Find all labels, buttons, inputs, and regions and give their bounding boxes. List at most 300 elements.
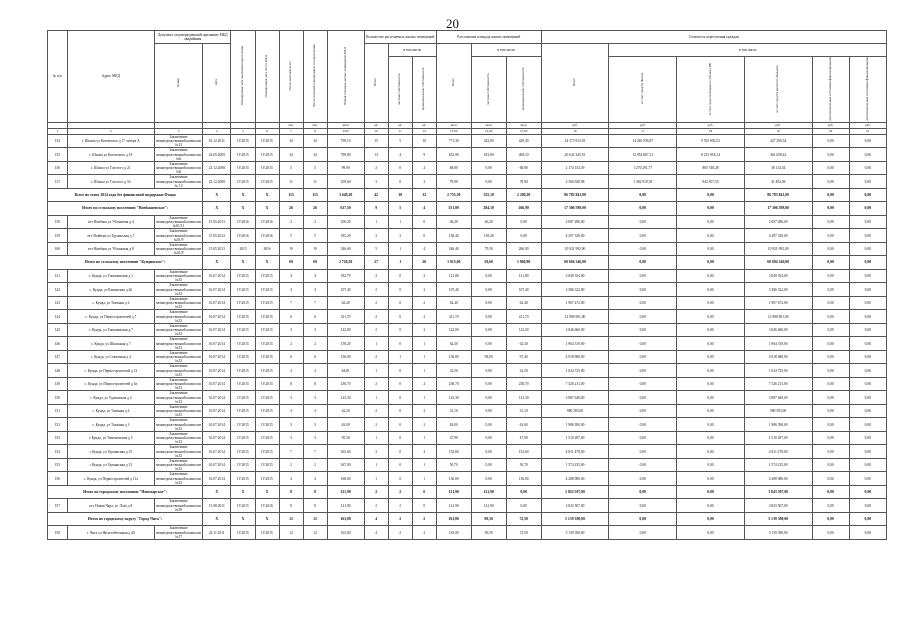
subtotal-cell: 86 783 841,00 <box>541 188 609 202</box>
value-cell: 19 <box>279 242 303 256</box>
row-number: 144 <box>48 310 68 324</box>
subtotal-cell: 551,00 <box>436 202 471 216</box>
value-cell: 123,30 <box>506 391 541 405</box>
value-cell: 3 887 649,00 <box>541 391 609 405</box>
value-cell: 163,00 <box>436 526 471 540</box>
row-number: 146 <box>48 337 68 351</box>
value-cell: 121,90 <box>436 499 471 513</box>
value-cell: 3 <box>412 445 436 459</box>
subtotal-cell: 284,10 <box>471 202 506 216</box>
unit-cell: чел. <box>303 122 327 128</box>
value-cell: 865 748,28 <box>677 161 745 175</box>
document-cell: Заключение межведомственной комиссии №01/9 <box>156 229 201 242</box>
plan-date: IV.2015 <box>231 283 255 297</box>
plan-date: IV.2015 <box>231 458 255 472</box>
value-cell: 3 887 649,00 <box>744 391 812 405</box>
value-cell: 3 <box>279 431 303 445</box>
value-cell: 0,00 <box>849 350 886 364</box>
table-row <box>48 350 887 364</box>
value-cell: 0 <box>388 472 412 486</box>
subtotal-cell: 3 843 507,00 <box>744 485 812 499</box>
demolish-date: IV.2015 <box>255 458 279 472</box>
value-cell: 12 980 901,00 <box>541 310 609 324</box>
value-cell: 99,90 <box>327 161 364 175</box>
value-cell: 346,40 <box>436 242 471 256</box>
address-cell: с. Кунда, ул Тимоненская д 7 <box>67 323 154 337</box>
value-cell: 2 <box>412 283 436 297</box>
row-number: 141 <box>48 269 68 283</box>
value-cell: 8 <box>303 377 327 391</box>
value-cell: 2 <box>412 269 436 283</box>
value-cell: 0,00 <box>677 391 745 405</box>
demolish-date: IV.2015 <box>255 404 279 418</box>
unit-cell: ед. <box>364 122 388 128</box>
value-cell: 2 <box>412 161 436 175</box>
subtotal-cell: X <box>255 256 279 270</box>
row-number: 147 <box>48 350 68 364</box>
value-cell: 2 <box>279 337 303 351</box>
header-residents-total: Число жителей всего <box>279 31 303 123</box>
subtotal-cell: 115 <box>279 188 303 202</box>
value-cell: 163,00 <box>327 526 364 540</box>
value-cell: 0 <box>388 377 412 391</box>
value-cell: 0,00 <box>849 377 886 391</box>
header-area-group: Расселяемая площадь жилых помещений <box>436 31 541 44</box>
plan-date: IV.2015 <box>231 445 255 459</box>
value-cell: 0,00 <box>849 310 886 324</box>
subtotal-cell: 4 <box>364 512 388 526</box>
subtotal-cell: 10 <box>388 188 412 202</box>
value-cell: 2 <box>388 526 412 540</box>
value-cell: 62,40 <box>327 296 364 310</box>
demolish-date: IV.2015 <box>255 161 279 175</box>
document-cell: Заключение межведомственной комиссии №33 <box>156 472 201 485</box>
header-rooms-total: Всего <box>364 44 388 123</box>
value-cell: 0,00 <box>609 391 677 405</box>
document-cell: Заключение межведомственной комиссии №01/11 <box>156 215 201 229</box>
row-number: 160 <box>48 242 68 256</box>
unit-cell: ед. <box>388 122 412 128</box>
header-cost-fund: за счет средств Фонда <box>609 57 677 123</box>
value-cell: 3 <box>412 175 436 189</box>
document-date: 15.05.2013 <box>203 229 231 243</box>
value-cell: 0 <box>388 404 412 418</box>
value-cell: 5 <box>303 161 327 175</box>
value-cell: 138,40 <box>471 229 506 243</box>
value-cell: 6 <box>279 350 303 364</box>
value-cell: 0,00 <box>677 499 745 513</box>
column-number-cell: 6 <box>255 128 279 134</box>
subtotal-cell: X <box>231 188 255 202</box>
document-cell: Заключение межведомственной комиссии №33 <box>156 283 201 296</box>
header-rooms-group: Количество расселяемых жилых помещений <box>364 31 436 44</box>
value-cell: 2 <box>364 296 388 310</box>
plan-date: IV.2015 <box>231 148 255 162</box>
value-cell: 0,00 <box>506 215 541 229</box>
value-cell: 0,00 <box>677 269 745 283</box>
value-cell: 942 507,53 <box>677 175 745 189</box>
value-cell: 1 382 919,39 <box>609 175 677 189</box>
plan-date: 2015 <box>231 242 255 256</box>
subtotal-cell: 0,00 <box>849 256 886 270</box>
value-cell: 2 <box>412 323 436 337</box>
address-cell: с. Кунда, ул Первостроителей д 13 <box>67 364 154 378</box>
subtotal-cell: X <box>255 485 279 499</box>
value-cell: 0,00 <box>812 404 849 418</box>
subtotal-cell: X <box>203 256 231 270</box>
value-cell: 0,00 <box>677 526 745 540</box>
value-cell: 3 <box>279 418 303 432</box>
subtotal-cell: 0,00 <box>849 188 886 202</box>
column-number-cell: 13,00 <box>436 128 471 134</box>
subtotal-cell: X <box>203 485 231 499</box>
value-cell: 0,00 <box>849 391 886 405</box>
value-cell: 0,00 <box>812 134 849 148</box>
demolish-date: IV.2015 <box>255 445 279 459</box>
value-cell: 0,00 <box>849 269 886 283</box>
row-number: 159 <box>48 229 68 243</box>
row-number: 155 <box>48 458 68 472</box>
value-cell: 62,20 <box>327 404 364 418</box>
table-row <box>48 148 887 162</box>
value-cell: 4 297 320,00 <box>744 229 812 243</box>
value-cell: 32,50 <box>436 364 471 378</box>
document-date: 16.07.2014 <box>203 458 231 472</box>
subtotal-cell: 0,00 <box>849 512 886 526</box>
document-date: 16.07.2014 <box>203 337 231 351</box>
subtotal-cell: 0,00 <box>812 202 849 216</box>
unit-cell: руб. <box>812 122 849 128</box>
address-cell: с Кунда, ул Удоканская д 13 <box>67 458 154 472</box>
unit-cell: кв.м <box>436 122 471 128</box>
value-cell: 1 574 235,00 <box>541 458 609 472</box>
value-cell: 12 980 901,00 <box>744 310 812 324</box>
value-cell: 0,00 <box>609 323 677 337</box>
value-cell: 4 <box>279 283 303 297</box>
value-cell: 156,00 <box>327 350 364 364</box>
subtotal-cell: 2 <box>388 512 412 526</box>
header-cost-extra-2: Дополнительные источники финансирования <box>849 57 886 123</box>
value-cell: 2 174 154,39 <box>541 161 609 175</box>
document-cell: Заключение межведомственной комиссии № 10 <box>156 175 201 188</box>
value-cell: 0,00 <box>677 296 745 310</box>
document-cell: Заключение межведомственной комиссии №13 <box>156 134 201 148</box>
value-cell: 411,70 <box>506 310 541 324</box>
row-number: 149 <box>48 377 68 391</box>
value-cell: 11 <box>303 175 327 189</box>
value-cell: 0,00 <box>471 337 506 351</box>
plan-date: IV.2015 <box>231 472 255 486</box>
header-area-total: Общая площадь жилых помещений МКД <box>327 31 364 123</box>
table-body <box>48 128 887 539</box>
value-cell: 361 658,42 <box>744 148 812 162</box>
value-cell: 1 967 472,00 <box>744 296 812 310</box>
value-cell: 0,00 <box>677 310 745 324</box>
subtotal-cell: 115 <box>303 188 327 202</box>
subtotal-cell: 0,00 <box>812 485 849 499</box>
value-cell: 2 <box>412 404 436 418</box>
subtotal-cell: 266,90 <box>506 202 541 216</box>
document-cell: Заключение межведомственной комиссии №33 <box>156 458 201 472</box>
value-cell: 0 <box>388 296 412 310</box>
value-cell: 0,00 <box>677 229 745 243</box>
value-cell: 168,00 <box>327 472 364 486</box>
row-number: 134 <box>48 134 68 148</box>
value-cell: 122,00 <box>506 323 541 337</box>
value-cell: 0,00 <box>812 148 849 162</box>
document-date: 15.05.2013 <box>203 242 231 256</box>
subtotal-cell: 12 <box>279 512 303 526</box>
column-number-cell: 1 <box>48 128 68 134</box>
value-cell: 0,00 <box>812 377 849 391</box>
unit-cell: кв.м <box>471 122 506 128</box>
demolish-date: IV.2015 <box>255 175 279 189</box>
subtotal-cell: 5 139 390,00 <box>541 512 609 526</box>
value-cell: 2 <box>364 418 388 432</box>
value-cell: 0,00 <box>609 431 677 445</box>
value-cell: 62,30 <box>436 337 471 351</box>
value-cell: 0,00 <box>849 526 886 540</box>
document-date: 24.11.2011 <box>203 526 231 540</box>
value-cell: 0,00 <box>471 418 506 432</box>
value-cell: 2 <box>364 161 388 175</box>
value-cell: 2 <box>364 310 388 324</box>
value-cell: 121,80 <box>506 269 541 283</box>
document-date: 24.05.2009 <box>203 148 231 162</box>
subtotal-cell: 0,00 <box>812 188 849 202</box>
demolish-date: IV.2015 <box>255 350 279 364</box>
value-cell: 0,00 <box>609 215 677 229</box>
address-cell: пгт Новбыш ул Грузинская д 7 <box>67 229 154 243</box>
unit-cell: руб. <box>541 122 609 128</box>
value-cell: 0 <box>388 310 412 324</box>
subtotal-cell: 0,00 <box>849 202 886 216</box>
value-cell: 1 <box>364 458 388 472</box>
document-cell: Заключение межведомственной комиссии №39 <box>156 499 201 512</box>
value-cell: 0 <box>388 445 412 459</box>
subtotal-cell: X <box>203 512 231 526</box>
demolish-date: IV.2015 <box>255 134 279 148</box>
value-cell: 1 <box>364 215 388 229</box>
subtotal-row <box>48 202 887 216</box>
table-row <box>48 364 887 378</box>
column-number-cell: 2 <box>67 128 154 134</box>
address-cell: пгт Новбыш ул Ублановая д 4 <box>67 215 154 229</box>
address-cell: с Кунда, ул Тимоненская д 5 <box>67 431 154 445</box>
value-cell: 411,70 <box>327 310 364 324</box>
value-cell: 0,00 <box>849 161 886 175</box>
subtotal-cell: 0,00 <box>677 512 745 526</box>
column-number-cell: 16 <box>541 128 609 134</box>
value-cell: 4 <box>303 283 327 297</box>
value-cell: 34 <box>279 148 303 162</box>
plan-date: IV.2015 <box>231 364 255 378</box>
plan-date: IV.2015 <box>231 269 255 283</box>
unit-cell: чел. <box>279 122 303 128</box>
address-cell: с. Кунда, ул Первостроителей д 5а <box>67 377 154 391</box>
value-cell: 0,00 <box>609 296 677 310</box>
demolish-date: IV.2015 <box>255 431 279 445</box>
value-cell: 4 288 080,00 <box>744 472 812 486</box>
header-area-municipal: муниципальная собственность <box>506 57 541 123</box>
value-cell: 12 <box>279 526 303 540</box>
value-cell: 4 <box>388 148 412 162</box>
value-cell: 0,00 <box>812 310 849 324</box>
subtotal-cell: 0,00 <box>849 485 886 499</box>
document-cell: Заключение межведомственной комиссии №8 <box>156 161 201 175</box>
value-cell: 50,70 <box>436 458 471 472</box>
address-cell: г. Шилка ул Котовского д 17 литера А <box>67 134 154 148</box>
value-cell: 0,00 <box>677 350 745 364</box>
address-cell: с. Кунда, ул Первостроителей д 7 <box>67 310 154 324</box>
value-cell: 2 <box>364 404 388 418</box>
value-cell: 980 583,00 <box>744 404 812 418</box>
unit-cell: руб. <box>677 122 745 128</box>
value-cell: 3 849 354,00 <box>541 269 609 283</box>
document-date: 01.12.2011 <box>203 134 231 148</box>
subtotal-cell: 3 843 507,00 <box>541 485 609 499</box>
subtotal-cell: 86 783 841,00 <box>744 188 812 202</box>
value-cell: 0,00 <box>471 161 506 175</box>
row-number: 156 <box>48 472 68 486</box>
value-cell: 5 <box>388 134 412 148</box>
subtotal-cell: 0,00 <box>609 485 677 499</box>
row-number: 150 <box>48 391 68 405</box>
value-cell: 3 <box>364 445 388 459</box>
value-cell: 10 921 992,00 <box>744 242 812 256</box>
table-row <box>48 431 887 445</box>
document-date: 16.07.2014 <box>203 364 231 378</box>
value-cell: 6 <box>303 310 327 324</box>
column-number-cell: 8 <box>303 128 327 134</box>
value-cell: 0,00 <box>609 418 677 432</box>
value-cell: 1 964 319,00 <box>744 337 812 351</box>
value-cell: 799,80 <box>327 148 364 162</box>
value-cell: 0,00 <box>609 526 677 540</box>
column-number-cell: 3 <box>155 128 203 134</box>
value-cell: 107,40 <box>506 283 541 297</box>
subtotal-cell: 3 649,20 <box>327 188 364 202</box>
document-date: 16.07.2014 <box>203 350 231 364</box>
value-cell: 7 <box>279 445 303 459</box>
value-cell: 68,80 <box>436 161 471 175</box>
value-cell: 2 <box>412 526 436 540</box>
row-number: 154 <box>48 445 68 459</box>
value-cell: 0 <box>388 364 412 378</box>
value-cell: 1 <box>412 472 436 486</box>
value-cell: 980 583,00 <box>541 404 609 418</box>
document-date: 15.05.2013 <box>203 215 231 229</box>
value-cell: 1 <box>412 391 436 405</box>
value-cell: 0 <box>412 499 436 513</box>
value-cell: 771,30 <box>436 134 471 148</box>
subtotal-row <box>48 188 887 202</box>
value-cell: 0,00 <box>471 175 506 189</box>
column-number-cell: 5 <box>231 128 255 134</box>
value-cell: 0 <box>388 458 412 472</box>
table-row <box>48 310 887 324</box>
header-rooms-private: частная собственность <box>388 57 412 123</box>
value-cell: 64,81 <box>327 364 364 378</box>
demolish-date: IV.2015 <box>255 269 279 283</box>
table-row <box>48 499 887 513</box>
value-cell: 238,70 <box>436 377 471 391</box>
value-cell: 0 <box>388 391 412 405</box>
address-cell: с. Кунда, ул Удоканская д 2 <box>67 391 154 405</box>
value-cell: 0,00 <box>812 269 849 283</box>
header-residents-planned: Число жителей планируемых к переселению <box>303 31 327 123</box>
table-row <box>48 458 887 472</box>
value-cell: 2 <box>364 499 388 513</box>
table-row <box>48 161 887 175</box>
column-number-cell: 11 <box>388 128 412 134</box>
page-number: 20 <box>446 16 459 31</box>
value-cell: 0,00 <box>471 323 506 337</box>
subtotal-cell: 1 <box>388 256 412 270</box>
subtotal-cell: 5 <box>388 202 412 216</box>
value-cell: 46,20 <box>471 215 506 229</box>
demolish-date: 2016 <box>255 242 279 256</box>
value-cell: 0 <box>388 431 412 445</box>
document-date: 16.07.2014 <box>203 445 231 459</box>
unit-cell: кв.м <box>327 122 364 128</box>
value-cell: 68,80 <box>506 161 541 175</box>
document-cell: Заключение межведомственной комиссии №6 <box>156 148 201 161</box>
value-cell: 8 <box>279 377 303 391</box>
subtotal-cell: 1 915,60 <box>436 256 471 270</box>
value-cell: 0,00 <box>609 472 677 486</box>
subtotal-cell: X <box>255 202 279 216</box>
header-cost-group: Стоимость переселения граждан <box>541 31 886 44</box>
value-cell: 2 <box>412 310 436 324</box>
table-row <box>48 296 887 310</box>
value-cell: 4 <box>364 526 388 540</box>
value-cell: 0,00 <box>609 229 677 243</box>
address-cell: пгт Новая Чара, ул. Лаза д 8 <box>67 499 154 513</box>
value-cell: 0,00 <box>812 472 849 486</box>
table-row <box>48 134 887 148</box>
demolish-date: IV.2015 <box>255 377 279 391</box>
value-cell: 63,00 <box>506 418 541 432</box>
value-cell: 0,00 <box>812 337 849 351</box>
value-cell: 38 114,34 <box>744 161 812 175</box>
row-number: 143 <box>48 296 68 310</box>
value-cell: 3 <box>303 431 327 445</box>
value-cell: 0,00 <box>471 283 506 297</box>
value-cell: 0,00 <box>677 283 745 297</box>
value-cell: 62,30 <box>506 337 541 351</box>
demolish-date: IV.2015 <box>255 323 279 337</box>
value-cell: 5 <box>303 229 327 243</box>
subtotal-cell: 60 694 346,00 <box>541 256 609 270</box>
value-cell: 62,40 <box>436 296 471 310</box>
value-cell: 3 <box>388 229 412 243</box>
header-cost-including: в том числе <box>609 44 887 57</box>
value-cell: 0,00 <box>471 445 506 459</box>
demolish-date: IV.2015 <box>255 418 279 432</box>
value-cell: 4 811 478,00 <box>744 445 812 459</box>
value-cell: 0,00 <box>609 283 677 297</box>
table-row <box>48 472 887 486</box>
document-cell: Заключение межведомственной комиссии №17 <box>156 526 201 539</box>
value-cell: 2 <box>303 337 327 351</box>
value-cell: 0,00 <box>849 337 886 351</box>
value-cell: 411,70 <box>436 310 471 324</box>
table-row <box>48 418 887 432</box>
value-cell: 0,00 <box>812 445 849 459</box>
plan-date: IV.2015 <box>231 391 255 405</box>
document-date: 16.07.2014 <box>203 472 231 486</box>
